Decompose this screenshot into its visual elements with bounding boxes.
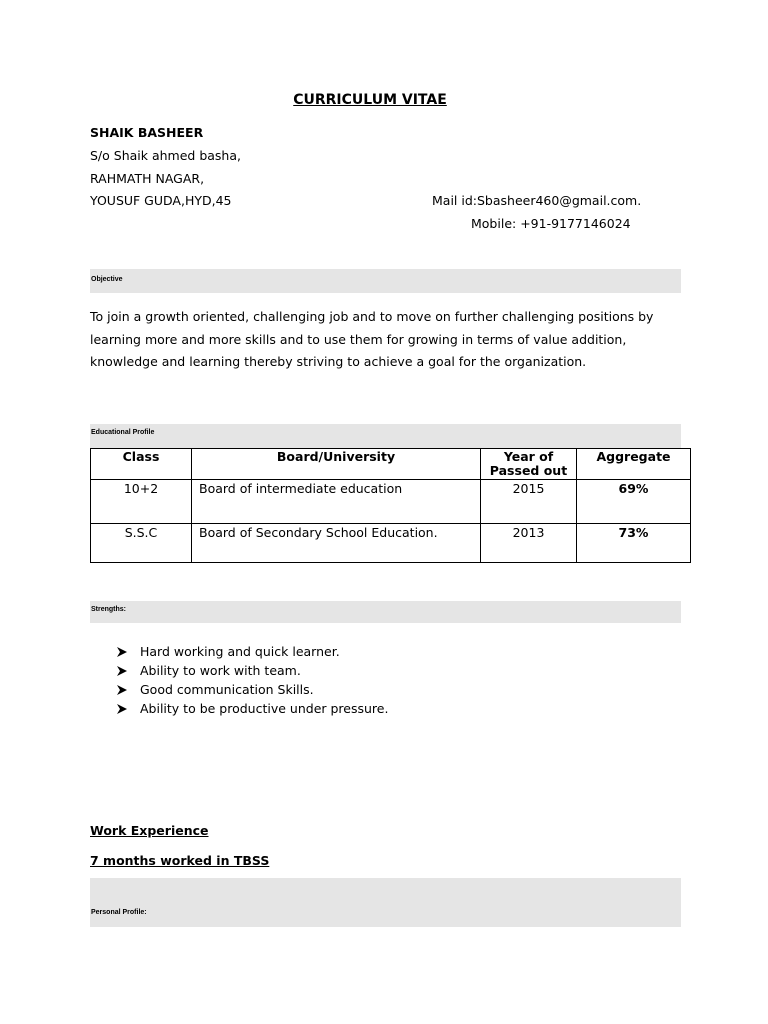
email-contact: Mail id:Sbasheer460@gmail.com. [432, 193, 642, 208]
column-header-year: Year of Passed out [481, 449, 577, 480]
strength-text: Ability to be productive under pressure. [140, 701, 389, 716]
list-item [116, 680, 388, 699]
address-line-1: S/o Shaik ahmed basha, [90, 148, 241, 163]
address-line-2: RAHMATH NAGAR, [90, 171, 205, 186]
strength-text: Hard working and quick learner. [140, 644, 340, 659]
cell-class: S.S.C [91, 524, 192, 563]
list-item [116, 661, 388, 680]
cell-class: 10+2 [91, 480, 192, 524]
objective-section-header [90, 269, 681, 293]
arrow-bullet-icon [116, 684, 140, 696]
column-header-class: Class [91, 449, 192, 480]
work-experience-heading: Work Experience [90, 823, 209, 838]
strengths-list [116, 642, 388, 718]
cell-year: 2015 [481, 480, 577, 524]
cell-aggregate: 69% [577, 480, 691, 524]
table-row [91, 524, 691, 563]
strength-text: Good communication Skills. [140, 682, 314, 697]
list-item [116, 699, 388, 718]
strength-text: Ability to work with team. [140, 663, 301, 678]
work-experience-detail: 7 months worked in TBSS [90, 853, 270, 868]
education-table [90, 448, 691, 563]
table-header-row [91, 449, 691, 480]
arrow-bullet-icon [116, 665, 140, 677]
personal-label: Personal Profile: [91, 909, 147, 916]
cell-year: 2013 [481, 524, 577, 563]
objective-text [90, 306, 690, 374]
education-label: Educational Profile [91, 429, 155, 436]
cell-board: Board of Secondary School Education. [192, 524, 481, 563]
strengths-section-header [90, 601, 681, 623]
column-header-board: Board/University [192, 449, 481, 480]
table-row [91, 480, 691, 524]
objective-label: Objective [91, 276, 123, 283]
list-item [116, 642, 388, 661]
strengths-label: Strengths: [91, 606, 126, 613]
arrow-bullet-icon [116, 703, 140, 715]
objective-line: learning more and more skills and to use them for growing in terms of value addition, [90, 331, 627, 347]
address-line-3: YOUSUF GUDA,HYD,45 [90, 193, 232, 208]
cell-aggregate: 73% [577, 524, 691, 563]
mobile-contact: Mobile: +91-9177146024 [471, 216, 631, 231]
personal-section-header [90, 878, 681, 927]
cell-board: Board of intermediate education [192, 480, 481, 524]
column-header-aggregate: Aggregate [577, 449, 691, 480]
candidate-name: SHAIK BASHEER [90, 125, 204, 140]
objective-line: knowledge and learning thereby striving to achieve a goal for the organization. [90, 354, 587, 369]
arrow-bullet-icon [116, 646, 140, 658]
document-title: CURRICULUM VITAE [293, 92, 447, 108]
objective-line: To join a growth oriented, challenging job and to move on further challenging positions by [90, 309, 654, 324]
education-section-header [90, 424, 681, 448]
